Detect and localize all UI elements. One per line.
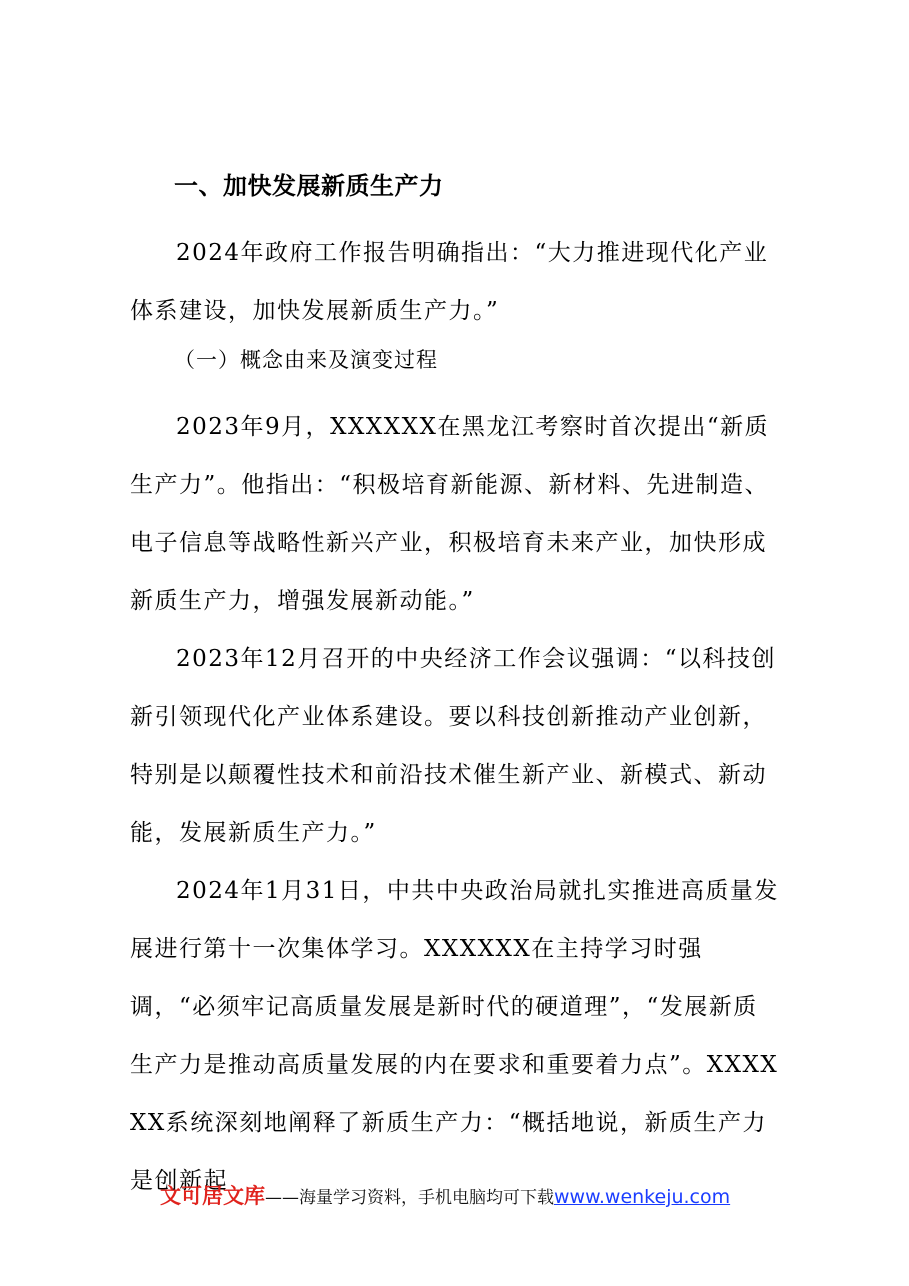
section-heading: 一、加快发展新质生产力 [174, 172, 444, 200]
paragraph-politburo-study: 2024年1月31日，中共中央政治局就扎实推进高质量发展进行第十一次集体学习。XXXXXX在主持学习时强调，“必须牢记高质量发展是新时代的硬道理”，“发展新质生产力是推动高质量发展的内在要求和重要着力点”。XXXXXX系统深刻地阐释了新质生产力：“概括地说，新质生产力是创新起 [130, 878, 779, 1194]
paragraph-government-report: 2024年政府工作报告明确指出：“大力推进现代化产业体系建设，加快发展新质生产力。” [130, 240, 769, 324]
subsection-heading: （一）概念由来及演变过程 [174, 348, 438, 372]
footer-link[interactable]: www.wenkeju.com [554, 1186, 731, 1208]
footer-brand: 文可居文库 [160, 1184, 265, 1208]
paragraph-heilongjiang-inspection: 2023年9月，XXXXXX在黑龙江考察时首次提出“新质生产力”。他指出：“积极培育新能源、新材料、先进制造、电子信息等战略性新兴产业，积极培育未来产业，加快形成新质生产力，增强发展新动能。” [130, 414, 770, 614]
footer-watermark [160, 1182, 730, 1212]
footer-slogan: ——海量学习资料，手机电脑均可下载 [265, 1188, 554, 1208]
paragraph-economic-conference: 2023年12月召开的中央经济工作会议强调：“以科技创新引领现代化产业体系建设。要以科技创新推动产业创新，特别是以颠覆性技术和前沿技术催生新产业、新模式、新动能，发展新质生产力。” [130, 646, 777, 846]
